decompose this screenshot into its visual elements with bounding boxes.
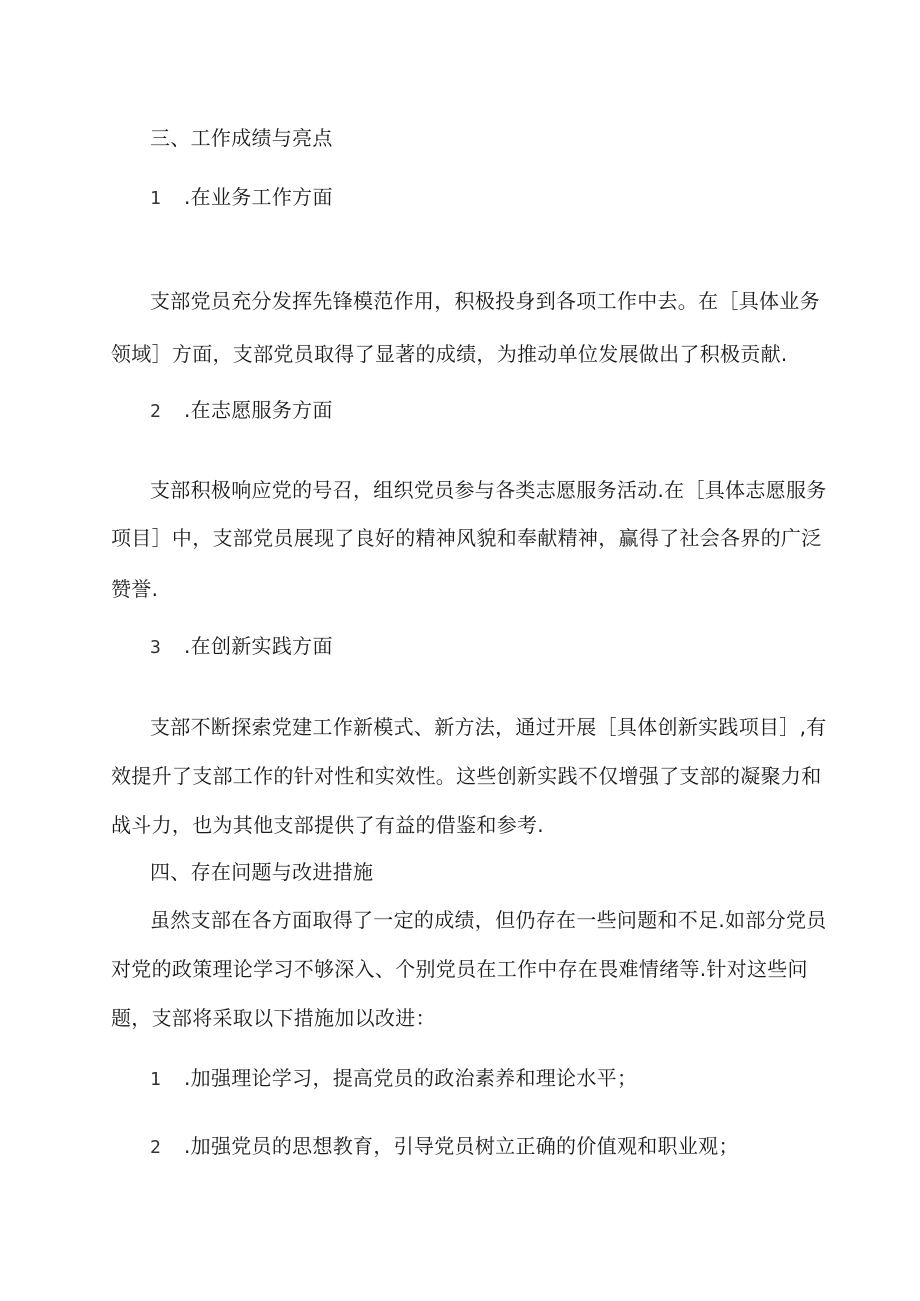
section-4-para-line-2: 对党的政策理论学习不够深入、个别党员在工作中存在畏难情绪等.针对这些问 [111, 957, 808, 981]
item-2-para-line-2: 项目］中，支部党员展现了良好的精神风貌和奉献精神，赢得了社会各界的广泛 [111, 526, 822, 550]
item-3-title [150, 632, 850, 662]
item-1-title-text: .在业务工作方面 [184, 185, 333, 209]
measure-1-number: 1 [150, 1069, 162, 1090]
measure-2 [150, 1132, 850, 1162]
item-3-number: 3 [150, 637, 162, 658]
measure-2-text: .加强党员的思想教育，引导党员树立正确的价值观和职业观； [184, 1134, 739, 1158]
item-2-para-line-3: 赞誉. [111, 577, 159, 601]
item-2-number: 2 [150, 401, 162, 422]
measure-2-number: 2 [150, 1137, 162, 1158]
item-3-title-text: .在创新实践方面 [184, 634, 333, 658]
item-1-number: 1 [150, 188, 162, 209]
item-2-title [150, 396, 850, 426]
item-2-para-line-1: 支部积极响应党的号召，组织党员参与各类志愿服务活动.在［具体志愿服务 [150, 478, 827, 502]
item-2-title-text: .在志愿服务方面 [184, 398, 333, 422]
item-3-para-line-3: 战斗力，也为其他支部提供了有益的借鉴和参考. [111, 813, 544, 837]
item-1-para-line-1: 支部党员充分发挥先锋模范作用，积极投身到各项工作中去。在［具体业务 [150, 289, 820, 313]
section-4-heading: 四、存在问题与改进措施 [150, 860, 374, 884]
measure-1 [150, 1064, 850, 1094]
section-4-para-line-3: 题，支部将采取以下措施加以改进： [111, 1006, 436, 1030]
section-4-para-line-1: 虽然支部在各方面取得了一定的成绩，但仍存在一些问题和不足.如部分党员 [150, 908, 827, 932]
section-3-heading: 三、工作成绩与亮点 [150, 126, 333, 150]
item-3-para-line-2: 效提升了支部工作的针对性和实效性。这些创新实践不仅增强了支部的凝聚力和 [111, 764, 822, 788]
item-1-para-line-2: 领域］方面，支部党员取得了显著的成绩，为推动单位发展做出了积极贡献. [111, 342, 788, 366]
item-3-para-line-1: 支部不断探索党建工作新模式、新方法，通过开展［具体创新实践项目］,有 [150, 715, 827, 739]
measure-1-text: .加强理论学习，提高党员的政治素养和理论水平； [184, 1066, 638, 1090]
item-1-title [150, 183, 850, 213]
